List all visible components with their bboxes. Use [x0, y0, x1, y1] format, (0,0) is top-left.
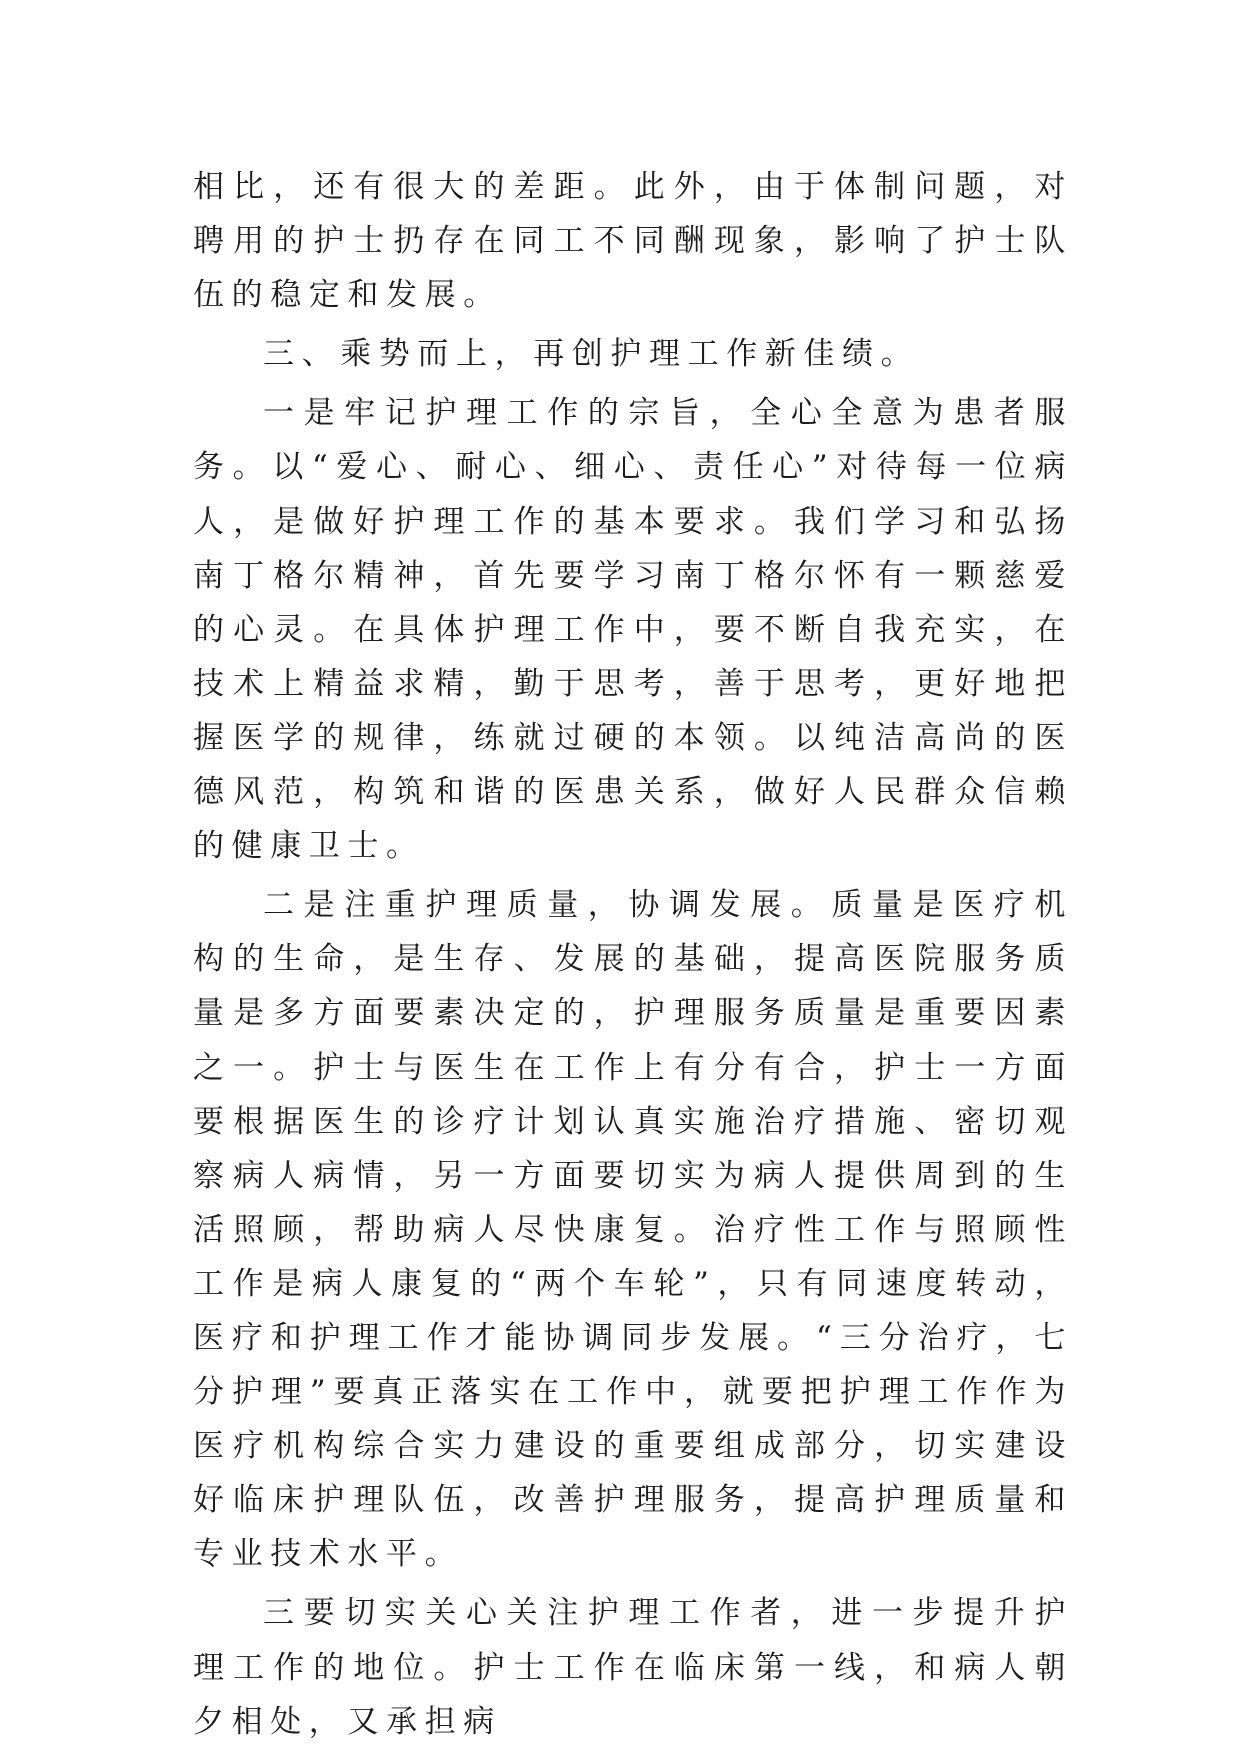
paragraph-point-two: 二是注重护理质量，协调发展。质量是医疗机构的生命，是生存、发展的基础，提高医院服务质量是多方面要素决定的，护理服务质量是重要因素之一。护士与医生在工作上有分有合，护士一方面要根据医生的诊疗计划认真实施治疗措施、密切观察病人病情，另一方面要切实为病人提供周到的生活照顾，帮助病人尽快康复。治疗性工作与照顾性工作是病人康复的“两个车轮”，只有同速度转动，医疗和护理工作才能协调同步发展。“三分治疗，七分护理”要真正落实在工作中，就要把护理工作作为医疗机构综合实力建设的重要组成部分，切实建设好临床护理队伍，改善护理服务，提高护理质量和专业技术水平。	[193, 887, 1073, 1573]
document-body	[193, 160, 1073, 1749]
paragraph-point-three: 三要切实关心关注护理工作者，进一步提升护理工作的地位。护士工作在临床第一线，和病人朝夕相处，又承担病	[193, 1595, 1073, 1740]
paragraph-point-one: 一是牢记护理工作的宗旨，全心全意为患者服务。以“爱心、耐心、细心、责任心”对待每一位病人，是做好护理工作的基本要求。我们学习和弘扬南丁格尔精神，首先要学习南丁格尔怀有一颗慈爱的心灵。在具体护理工作中，要不断自我充实，在技术上精益求精，勤于思考，善于思考，更好地把握医学的规律，练就过硬的本领。以纯洁高尚的医德风范，构筑和谐的医患关系，做好人民群众信赖的健康卫士。	[193, 395, 1073, 865]
paragraph-continuation: 相比，还有很大的差距。此外，由于体制问题，对聘用的护士扔存在同工不同酬现象，影响了护士队伍的稳定和发展。	[193, 169, 1073, 314]
section-heading-three: 三、乘势而上，再创护理工作新佳绩。	[263, 336, 920, 373]
